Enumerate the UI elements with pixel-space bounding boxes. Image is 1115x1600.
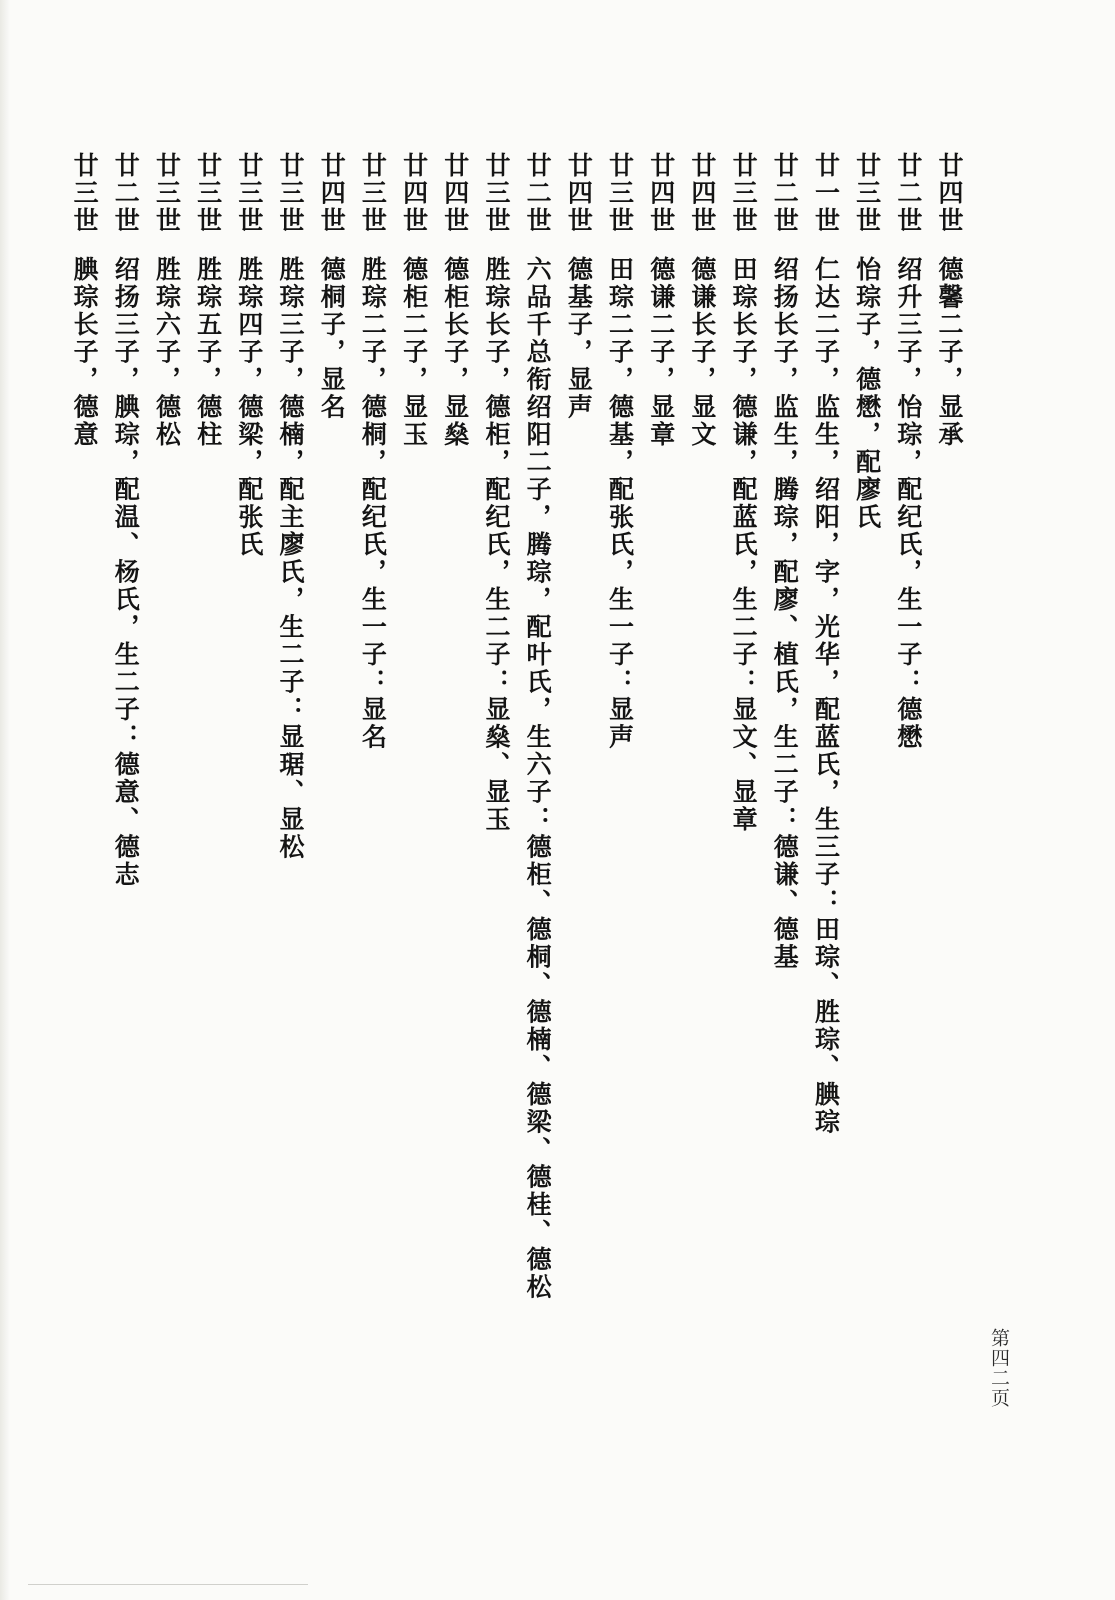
page-number: 第四二页 (988, 1328, 1010, 1408)
genealogy-entry (933, 152, 965, 1301)
genealogy-entry (68, 152, 100, 1301)
entry-text: 胜琮二子，德桐，配纪氏，生一子：显名 (358, 256, 388, 751)
genealogy-entry (480, 152, 512, 1301)
generation-label: 廿四世 (440, 152, 470, 235)
genealogy-entry (192, 152, 224, 1301)
generation-label: 廿三世 (276, 152, 305, 235)
bottom-rule (28, 1584, 308, 1585)
entry-text: 德谦长子，显文 (687, 256, 717, 449)
entry-text: 德谦二子，显章 (646, 256, 676, 449)
generation-label: 廿三世 (358, 152, 388, 235)
genealogy-entry (727, 152, 759, 1301)
generation-label: 廿三世 (152, 152, 182, 235)
generation-label: 廿二世 (770, 152, 800, 235)
generation-label: 廿二世 (523, 152, 553, 235)
genealogy-entry (398, 152, 430, 1301)
generation-label: 廿三世 (729, 152, 759, 235)
generation-label: 廿四世 (317, 152, 347, 235)
genealogy-entry (356, 152, 388, 1301)
entry-text: 德馨二子，显承 (935, 256, 964, 449)
entry-text: 绍扬三子，腆琮，配温、杨氏，生二子：德意、德志 (111, 256, 141, 889)
generation-label: 廿三世 (852, 152, 882, 235)
entry-text: 德基子，显声 (564, 256, 594, 421)
genealogy-entry (686, 152, 718, 1301)
entry-text: 胜琮长子，德柜，配纪氏，生二子：显燊、显玉 (481, 256, 511, 834)
generation-label: 廿四世 (399, 152, 429, 235)
genealogy-entry (562, 152, 594, 1301)
generation-label: 廿四世 (935, 152, 964, 235)
entry-text: 腆琮长子，德意 (70, 256, 100, 449)
genealogy-entry (315, 152, 347, 1301)
generation-label: 廿三世 (481, 152, 511, 235)
entry-text: 德柜长子，显燊 (440, 256, 470, 449)
entry-text: 德柜二子，显玉 (399, 256, 429, 449)
entry-text: 怡琮子，德懋，配廖氏 (852, 256, 882, 531)
entry-text: 绍扬长子，监生，腾琮，配廖、植氏，生二子：德谦、德基 (770, 256, 800, 971)
generation-label: 廿二世 (893, 152, 923, 235)
entry-text: 胜琮三子，德楠，配主廖氏，生二子：显琚、显松 (276, 256, 305, 861)
generation-label: 廿三世 (234, 152, 264, 235)
entry-text: 绍升三子，怡琮，配纪氏，生一子：德懋 (893, 256, 923, 751)
genealogy-entry (109, 152, 141, 1301)
genealogy-entry (809, 152, 841, 1301)
genealogy-entry (439, 152, 471, 1301)
genealogy-entry (851, 152, 883, 1301)
generation-label: 廿三世 (605, 152, 635, 235)
genealogy-entry (521, 152, 553, 1301)
entry-text: 六品千总衔绍阳二子，腾琮，配叶氏，生六子：德柜、德桐、德楠、德梁、德桂、德松 (523, 256, 553, 1301)
generation-label: 廿二世 (111, 152, 141, 235)
page-edge (0, 0, 10, 1600)
generation-label: 廿一世 (811, 152, 841, 235)
generation-label: 廿四世 (646, 152, 676, 235)
genealogy-entry (150, 152, 182, 1301)
genealogy-entry (768, 152, 800, 1301)
genealogy-entries (68, 152, 965, 1301)
genealogy-entry (604, 152, 636, 1301)
genealogy-entry (645, 152, 677, 1301)
genealogy-entry (233, 152, 265, 1301)
entry-text: 仁达二子，监生，绍阳，字，光华，配蓝氏，生三子：田琮、胜琮、腆琮 (811, 256, 841, 1136)
entry-text: 胜琮六子，德松 (152, 256, 182, 449)
entry-text: 胜琮四子，德梁，配张氏 (234, 256, 264, 559)
generation-label: 廿三世 (70, 152, 100, 235)
entry-text: 德桐子，显名 (317, 256, 347, 421)
genealogy-entry (274, 152, 306, 1301)
entry-text: 田琮二子，德基，配张氏，生一子：显声 (605, 256, 635, 751)
entry-text: 胜琮五子，德柱 (193, 256, 223, 449)
generation-label: 廿四世 (564, 152, 594, 235)
entry-text: 田琮长子，德谦，配蓝氏，生二子：显文、显章 (729, 256, 759, 834)
generation-label: 廿四世 (687, 152, 717, 235)
genealogy-entry (892, 152, 924, 1301)
generation-label: 廿三世 (193, 152, 223, 235)
